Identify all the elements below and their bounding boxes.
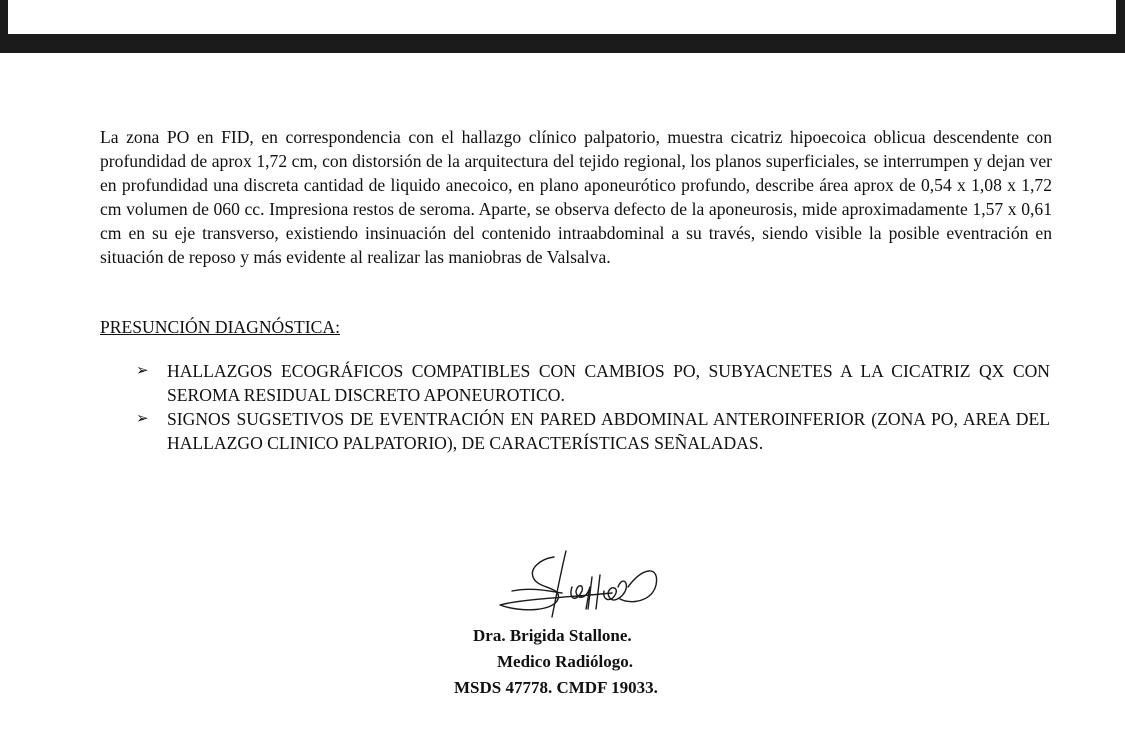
diagnosis-text: HALLAZGOS ECOGRÁFICOS COMPATIBLES CON CAMBIOS PO, SUBYACNETES A LA CICATRIZ QX CON SEROMA RESIDUAL DISCRETO APONEUROTICO. <box>167 361 1050 405</box>
handwritten-signature <box>492 547 662 625</box>
diagnosis-heading: PRESUNCIÓN DIAGNÓSTICA: <box>100 317 340 337</box>
signatory-name: Dra. Brigida Stallone. <box>473 626 632 645</box>
diagnosis-item <box>0 359 1050 407</box>
diagnosis-item <box>0 407 1050 455</box>
diagnosis-text: SIGNOS SUGSETIVOS DE EVENTRACIÓN EN PARED ABDOMINAL ANTEROINFERIOR (ZONA PO, AREA DEL HALLAZGO CLINICO PALPATORIO), DE CARACTERÍSTICAS SEÑALADAS. <box>167 409 1050 453</box>
signature-block <box>430 623 730 701</box>
arrow-bullet-icon: ➢ <box>136 363 149 379</box>
previous-page-edge <box>8 0 1116 34</box>
signatory-registration: MSDS 47778. CMDF 19033. <box>454 678 658 697</box>
document-page <box>0 53 1125 750</box>
arrow-bullet-icon: ➢ <box>136 411 149 427</box>
signatory-title: Medico Radiólogo. <box>497 652 633 671</box>
diagnosis-list <box>0 359 1125 455</box>
findings-paragraph: La zona PO en FID, en correspondencia con el hallazgo clínico palpatorio, muestra cicatriz hipoecoica oblicua descendente con profundidad de aprox 1,72 cm, con distorsión de la arquitectura del tejido regional, los planos superficiales, se interrumpen y dejan ver en profundidad una discreta cantidad de liquido anecoico, en plano aponeurótico profundo, describe área aprox de 0,54 x 1,08 x 1,72 cm volumen de 060 cc. Impresiona restos de seroma. Aparte, se observa defecto de la aponeurosis, mide aproximadamente 1,57 x 0,61 cm en su eje transverso, existiendo insinuación del contenido intraabdominal a su través, siendo visible la posible eventración en situación de reposo y más evidente al realizar las maniobras de Valsalva. <box>100 127 1052 267</box>
